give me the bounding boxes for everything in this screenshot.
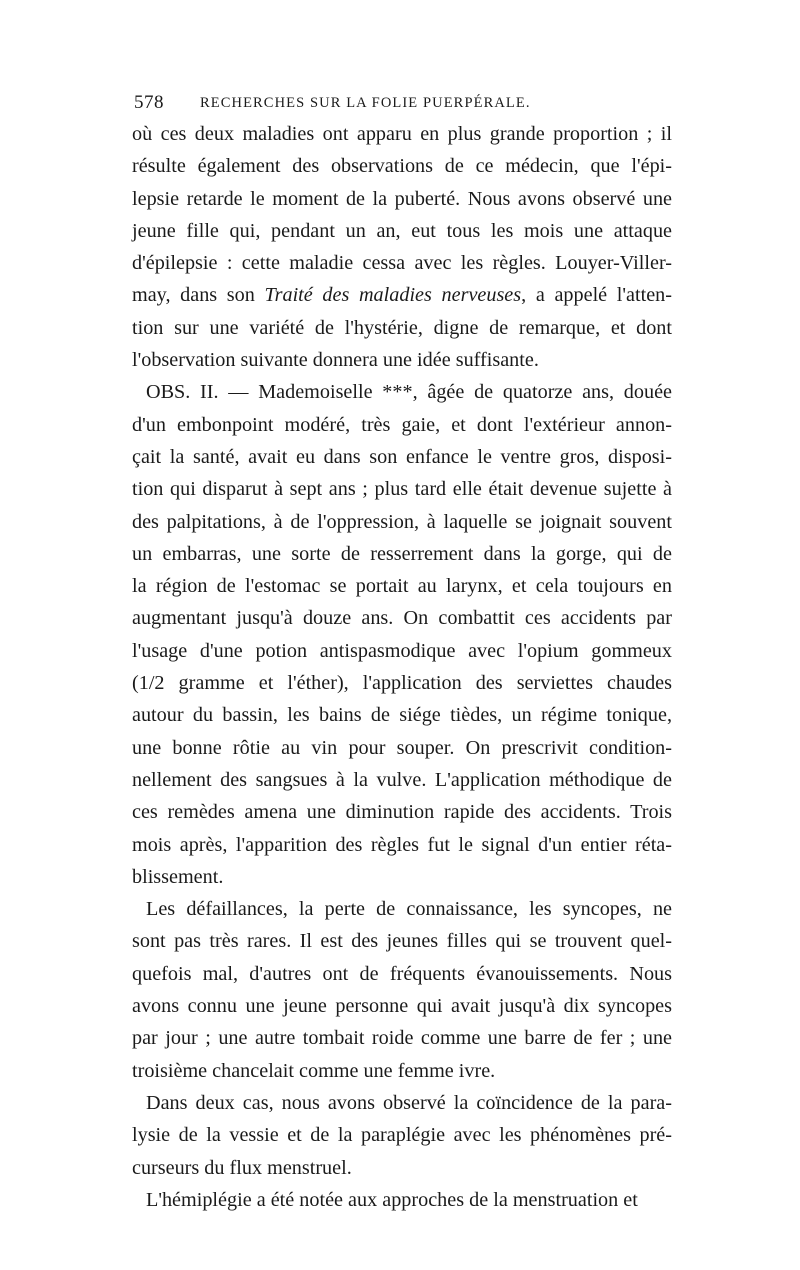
- text-line: une bonne rôtie au vin pour souper. On prescrivit condition-: [132, 736, 672, 759]
- text-line: avons connu une jeune personne qui avait jusqu'à dix syncopes: [132, 995, 672, 1018]
- text-line: (1/2 gramme et l'éther), l'application des serviettes chaudes: [132, 672, 672, 695]
- text-line: d'un embonpoint modéré, très gaie, et dont l'extérieur annon-: [132, 413, 672, 436]
- text-line: lysie de la vessie et de la paraplégie avec les phénomènes pré-: [132, 1124, 672, 1147]
- text-line: augmentant jusqu'à douze ans. On combattit ces accidents par: [132, 607, 672, 630]
- text-line: l'observation suivante donnera une idée suffisante.: [132, 349, 539, 372]
- text-line: mois après, l'apparition des règles fut le signal d'un entier réta-: [132, 833, 672, 856]
- text-line: l'usage d'une potion antispasmodique avec l'opium gommeux: [132, 639, 672, 662]
- text-line: quefois mal, d'autres ont de fréquents évanouissements. Nous: [132, 962, 672, 985]
- text-line: jeune fille qui, pendant un an, eut tous les mois une attaque: [132, 219, 672, 242]
- text-line: L'hémiplégie a été notée aux approches de la menstruation et: [146, 1188, 638, 1211]
- text-line: nellement des sangsues à la vulve. L'application méthodique de: [132, 768, 672, 791]
- text-line: ces remèdes amena une diminution rapide des accidents. Trois: [132, 801, 672, 824]
- text-line: troisième chancelait comme une femme ivre.: [132, 1059, 496, 1082]
- text-line: la région de l'estomac se portait au larynx, et cela toujours en: [132, 575, 672, 598]
- text-line: où ces deux maladies ont apparu en plus grande proportion ; il: [132, 123, 672, 145]
- text-line: blissement.: [132, 865, 224, 888]
- text-line: tion qui disparut à sept ans ; plus tard elle était devenue sujette à: [132, 478, 672, 501]
- text-line: curseurs du flux menstruel.: [132, 1156, 352, 1179]
- text-segment: , a appelé l'atten-: [521, 284, 672, 307]
- text-line: OBS. II. — Mademoiselle ***, âgée de quatorze ans, douée: [146, 381, 672, 404]
- text-line: Les défaillances, la perte de connaissance, les syncopes, ne: [146, 898, 672, 921]
- page-number: 578: [134, 92, 164, 113]
- body-text: [132, 118, 672, 1216]
- running-title: RECHERCHES SUR LA FOLIE PUERPÉRALE.: [200, 95, 531, 111]
- text-segment: may, dans son: [132, 284, 265, 307]
- text-line: [132, 279, 672, 311]
- text-line: autour du bassin, les bains de siége tièdes, un régime tonique,: [132, 704, 672, 727]
- text-line: sont pas très rares. Il est des jeunes filles qui se trouvent quel-: [132, 930, 672, 953]
- text-line: tion sur une variété de l'hystérie, digne de remarque, et dont: [132, 316, 672, 339]
- text-line: par jour ; une autre tombait roide comme une barre de fer ; une: [132, 1027, 672, 1050]
- text-line: des palpitations, à de l'oppression, à laquelle se joignait souvent: [132, 510, 672, 533]
- text-line: un embarras, une sorte de resserrement dans la gorge, qui de: [132, 542, 672, 565]
- text-line: résulte également des observations de ce médecin, que l'épi-: [132, 155, 672, 178]
- text-line: Dans deux cas, nous avons observé la coïncidence de la para-: [146, 1091, 672, 1114]
- text-line: çait la santé, avait eu dans son enfance le ventre gros, disposi-: [132, 445, 672, 468]
- text-line: d'épilepsie : cette maladie cessa avec les règles. Louyer-Viller-: [132, 252, 672, 275]
- book-title-italic: Traité des maladies nerveuses: [264, 284, 522, 307]
- page-header: [134, 92, 670, 116]
- text-line: lepsie retarde le moment de la puberté. Nous avons observé une: [132, 187, 672, 210]
